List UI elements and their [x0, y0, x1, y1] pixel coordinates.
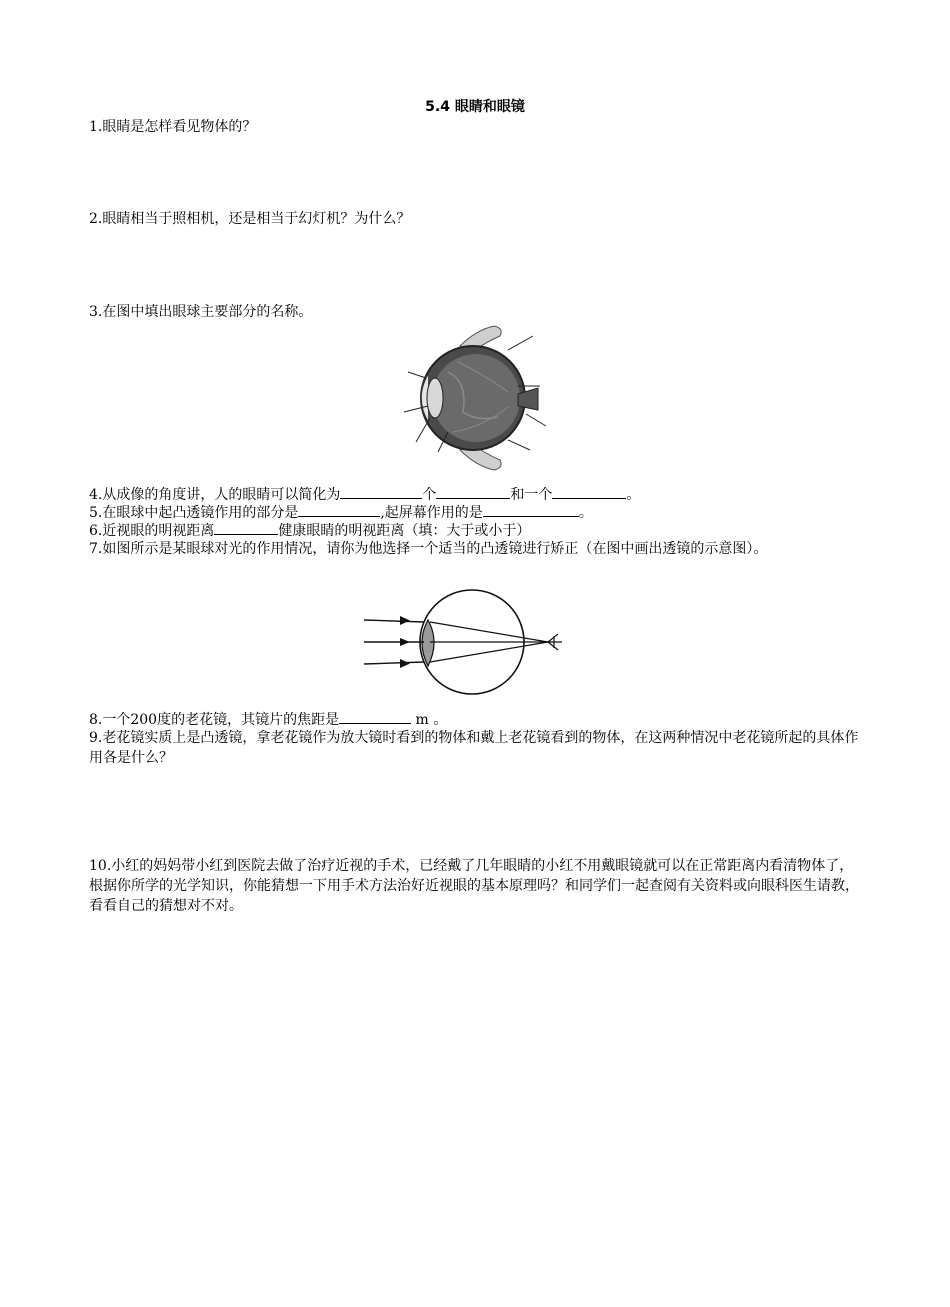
question-7: 7.如图所示是某眼球对光的作用情况，请你为他选择一个适当的凸透镜进行矫正（在图中画出透镜的示意图）。 [89, 541, 768, 557]
q4-text-1: 4.从成像的角度讲，人的眼睛可以简化为 [89, 487, 341, 503]
q6-blank-1[interactable] [214, 520, 278, 535]
q4-text-4: 。 [626, 487, 641, 503]
q8-blank-1[interactable] [339, 709, 411, 724]
question-6 [89, 520, 864, 541]
q4-text-3: 和一个 [510, 487, 553, 503]
question-2: 2.眼睛相当于照相机，还是相当于幻灯机？为什么？ [89, 211, 411, 227]
q5-text-2: ,起屏幕作用的是 [380, 505, 483, 521]
q6-text-2: 健康眼睛的明视距离（填：大于或小于） [278, 523, 531, 539]
q4-text-2: 个 [422, 487, 437, 503]
question-1: 1.眼睛是怎样看见物体的？ [89, 119, 257, 135]
q4-blank-2[interactable] [436, 484, 510, 499]
q8-text-2: m 。 [411, 712, 448, 728]
page-title: 5.4 眼睛和眼镜 [425, 99, 525, 115]
eye-light-diagram [362, 582, 574, 702]
question-10: 10.小红的妈妈带小红到医院去做了治疗近视的手术，已经戴了几年眼睛的小红不用戴眼镜就可以在正常距离内看清物体了，根据你所学的光学知识，你能猜想一下用手术方法治好近视眼的基本原理吗？和同学们一起查阅有关资料或向眼科医生请教，看看自己的猜想对不对。 [89, 858, 859, 914]
q8-text-1: 8.一个200度的老花镜，其镜片的焦距是 [89, 712, 340, 728]
q6-text-1: 6.近视眼的明视距离 [89, 523, 215, 539]
eyeball-diagram [368, 322, 568, 474]
q5-text-3: 。 [578, 505, 593, 521]
question-9: 9.老花镜实质上是凸透镜，拿老花镜作为放大镜时看到的物体和戴上老花镜看到的物体，在这两种情况中老花镜所起的具体作用各是什么？ [89, 730, 859, 766]
q4-blank-1[interactable] [340, 484, 422, 499]
question-3: 3.在图中填出眼球主要部分的名称。 [89, 304, 313, 320]
q5-text-1: 5.在眼球中起凸透镜作用的部分是 [89, 505, 299, 521]
question-8 [89, 709, 864, 730]
q5-blank-2[interactable] [483, 502, 579, 517]
q4-blank-3[interactable] [552, 484, 626, 499]
q5-blank-1[interactable] [298, 502, 380, 517]
